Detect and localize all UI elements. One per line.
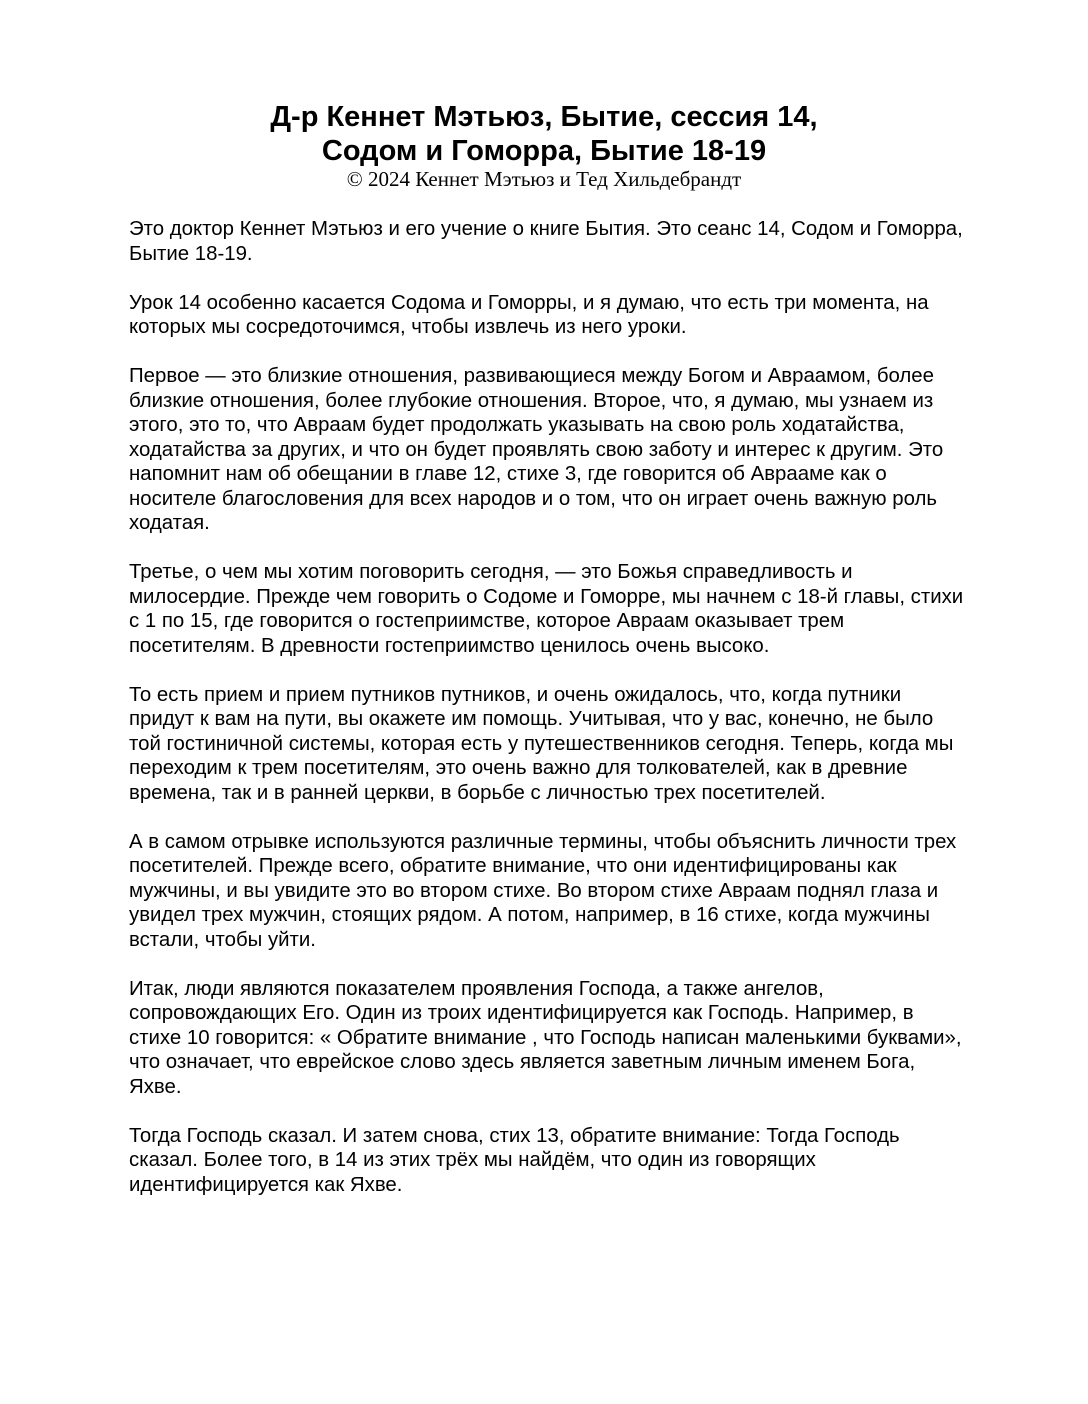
- document-title-line-1: Д-р Кеннет Мэтьюз, Бытие, сессия 14,: [270, 101, 818, 133]
- paragraph-4: Третье, о чем мы хотим поговорить сегодня, — это Божья справедливость и милосердие. Прежде чем говорить о Содоме и Гоморре, мы начнем с 18-й главы, стихи с 1 по 15, где говорится о гостеприимстве, которое Авраам оказывает трем посетителям. В древности гостеприимство ценилось очень высоко.: [129, 561, 964, 657]
- document-title-line-2: Содом и Гоморра, Бытие 18-19: [321, 135, 767, 167]
- document-body: [129, 217, 969, 1222]
- paragraph-1: Это доктор Кеннет Мэтьюз и его учение о книге Бытия. Это сеанс 14, Содом и Гоморра, Бытие 18-19.: [129, 218, 963, 265]
- title-block: [0, 100, 1088, 190]
- paragraph-6: А в самом отрывке используются различные термины, чтобы объяснить личности трех посетителей. Прежде всего, обратите внимание, что они идентифицированы как мужчины, и вы увидите это во втором стихе. Во втором стихе Авраам поднял глаза и увидел трех мужчин, стоящих рядом. А потом, например, в 16 стихе, когда мужчины встали, чтобы уйти.: [129, 830, 957, 951]
- paragraph-7: Итак, люди являются показателем проявления Господа, а также ангелов, сопровождающих Его. Один из троих идентифицируется как Господь. Например, в стихе 10 говорится: « Обратите внимание , что Господь написан маленькими буквами», что означает, что еврейское слово здесь является заветным личным именем Бога, Яхве.: [129, 977, 962, 1098]
- paragraph-3: Первое — это близкие отношения, развивающиеся между Богом и Авраамом, более близкие отношения, более глубокие отношения. Второе, что, я думаю, мы узнаем из этого, это то, что Авраам будет продолжать указывать на свою роль ходатайства, ходатайства за других, и что он будет проявлять свою заботу и интерес к другим. Это напомнит нам об обещании в главе 12, стихе 3, где говорится об Аврааме как о носителе благословения для всех народов и о том, что он играет очень важную роль ходатая.: [129, 365, 944, 534]
- paragraph-2: Урок 14 особенно касается Содома и Гоморры, и я думаю, что есть три момента, на которых мы сосредоточимся, чтобы извлечь из него уроки.: [129, 291, 929, 338]
- copyright-notice: © 2024 Кеннет Мэтьюз и Тед Хильдебрандт: [346, 167, 742, 191]
- paragraph-8: Тогда Господь сказал. И затем снова, стих 13, обратите внимание: Тогда Господь сказал. Более того, в 14 из этих трёх мы найдём, что один из говорящих идентифицируется как Яхве.: [129, 1124, 900, 1196]
- paragraph-5: То есть прием и прием путников путников, и очень ожидалось, что, когда путники придут к вам на пути, вы окажете им помощь. Учитывая, что у вас, конечно, не было той гостиничной системы, которая есть у путешественников сегодня. Теперь, когда мы переходим к трем посетителям, это очень важно для толкователей, как в древние времена, так и в ранней церкви, в борьбе с личностью трех посетителей.: [129, 683, 954, 804]
